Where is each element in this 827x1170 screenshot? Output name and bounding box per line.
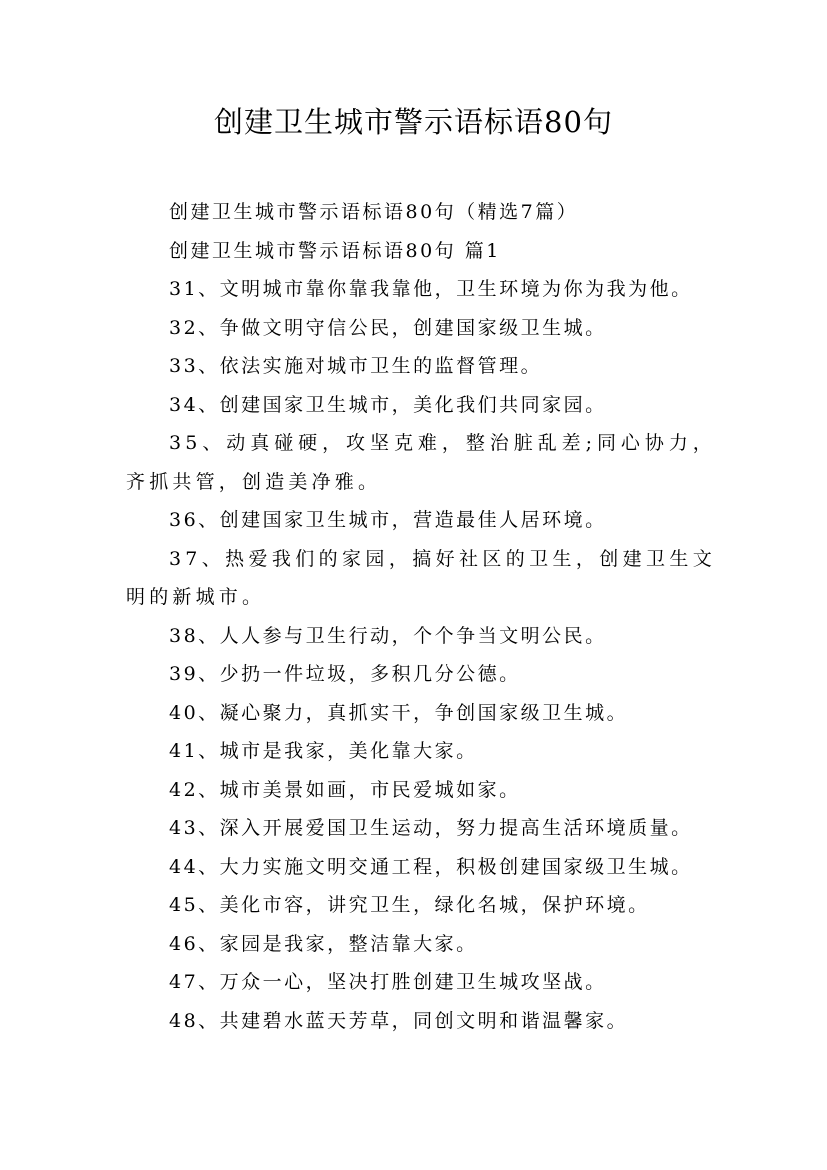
slogan-item: 47、万众一心，坚决打胜创建卫生城攻坚战。 (169, 971, 607, 993)
slogan-item: 39、少扔一件垃圾，多积几分公德。 (169, 663, 521, 685)
slogan-item: 31、文明城市靠你靠我靠他，卫生环境为你为我为他。 (169, 278, 693, 300)
slogan-item: 34、创建国家卫生城市，美化我们共同家园。 (169, 393, 607, 416)
slogan-item: 35、动真碰硬，攻坚克难，整治脏乱差;同心协力，齐抓共管，创造美净雅。 (126, 432, 716, 493)
slogan-item: 48、共建碧水蓝天芳草，同创文明和谐温馨家。 (169, 1009, 629, 1032)
slogan-item: 40、凝心聚力，真抓实干，争创国家级卫生城。 (169, 701, 629, 724)
slogan-item: 36、创建国家卫生城市，营造最佳人居环境。 (169, 509, 607, 531)
slogan-item: 42、城市美景如画，市民爱城如家。 (169, 778, 521, 801)
slogan-item: 32、争做文明守信公民，创建国家级卫生城。 (169, 316, 607, 339)
slogan-item: 37、热爱我们的家园，搞好社区的卫生，创建卫生文明的新城市。 (126, 547, 716, 608)
section-heading: 创建卫生城市警示语标语80句 篇1 (169, 239, 501, 262)
document-body (126, 193, 716, 1040)
slogan-item: 43、深入开展爱国卫生运动，努力提高生活环境质量。 (169, 817, 693, 839)
slogan-item: 38、人人参与卫生行动，个个争当文明公民。 (169, 624, 607, 647)
slogan-item: 45、美化市容，讲究卫生，绿化名城，保护环境。 (169, 894, 650, 916)
slogan-item: 41、城市是我家，美化靠大家。 (169, 740, 478, 762)
slogan-item: 44、大力实施文明交通工程，积极创建国家级卫生城。 (169, 855, 693, 878)
slogan-item: 33、依法实施对城市卫生的监督管理。 (169, 355, 543, 377)
document-subtitle: 创建卫生城市警示语标语80句（精选7篇） (169, 201, 579, 223)
slogan-item: 46、家园是我家，整洁靠大家。 (169, 932, 478, 955)
document-title: 创建卫生城市警示语标语80句 (214, 105, 613, 139)
